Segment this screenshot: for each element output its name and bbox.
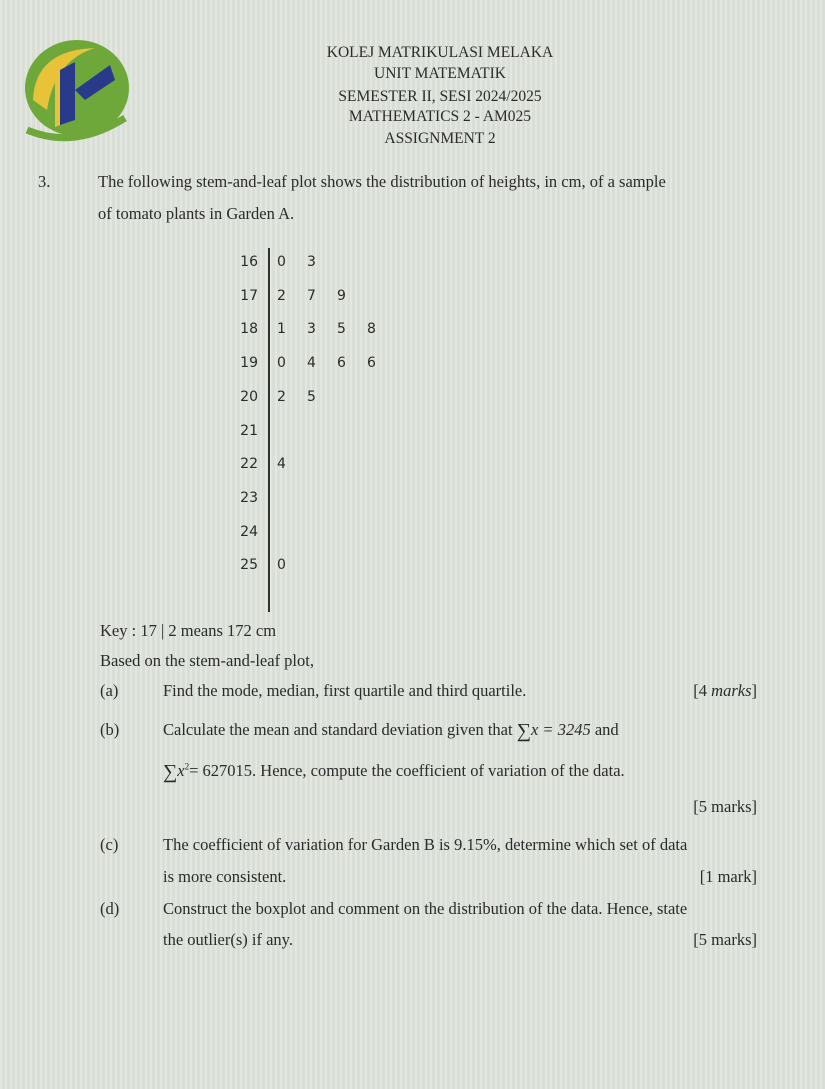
part-b-marks: [5 marks] bbox=[693, 797, 757, 816]
leaf-value: 6 bbox=[337, 355, 346, 372]
sum-x-value: x = 3245 bbox=[530, 720, 591, 739]
part-d-text-2: the outlier(s) if any. bbox=[163, 930, 293, 949]
part-b-text-1: Calculate the mean and standard deviation given that bbox=[163, 720, 513, 739]
part-a-marks: [4 marks] bbox=[693, 681, 757, 700]
stem-value: 24 bbox=[240, 523, 258, 540]
stem-value: 19 bbox=[240, 355, 258, 372]
sigma-symbol: ∑ bbox=[163, 761, 178, 783]
leaf-value: 0 bbox=[277, 254, 286, 270]
leaf-value: 5 bbox=[337, 321, 346, 338]
header-semester: SEMESTER II, SESI 2024/2025 bbox=[338, 88, 542, 105]
part-c-marks: [1 mark] bbox=[699, 867, 757, 886]
header-course: MATHEMATICS 2 - AM025 bbox=[348, 108, 532, 125]
part-d-label: (d) bbox=[100, 899, 120, 918]
part-b-text-2: . Hence, compute the coefficient of variation of the data. bbox=[252, 761, 625, 780]
header-college: KOLEJ MATRIKULASI MELAKA bbox=[326, 44, 554, 61]
leaf-value: 4 bbox=[307, 355, 316, 372]
question-number: 3. bbox=[38, 172, 51, 191]
leaf-value: 7 bbox=[307, 287, 316, 304]
exponent: 2 bbox=[184, 761, 190, 772]
part-b-text bbox=[163, 720, 619, 743]
question-intro: The following stem-and-leaf plot shows the distribution of heights, in cm, of a sample bbox=[98, 172, 666, 191]
leaf-value: 1 bbox=[277, 321, 286, 338]
part-d-text: Construct the boxplot and comment on the distribution of the data. Hence, state bbox=[163, 899, 688, 918]
sigma-symbol: ∑ bbox=[516, 720, 531, 742]
stem-value: 20 bbox=[240, 388, 258, 405]
part-b-text-line2 bbox=[163, 761, 625, 784]
plot-key: Key : 17 | 2 means 172 cm bbox=[100, 621, 277, 640]
leaf-value: 3 bbox=[307, 254, 316, 270]
stem-value: 22 bbox=[240, 456, 258, 473]
leaf-value: 2 bbox=[277, 388, 286, 405]
header-assignment: ASSIGNMENT 2 bbox=[384, 130, 496, 147]
based-on-text: Based on the stem-and-leaf plot, bbox=[100, 651, 314, 670]
leaf-value: 2 bbox=[277, 287, 286, 304]
leaf-value: 9 bbox=[337, 287, 346, 304]
part-a-text: Find the mode, median, first quartile and third quartile. bbox=[163, 681, 527, 700]
sum-x2-value: = 627015 bbox=[189, 761, 253, 780]
header-unit: UNIT MATEMATIK bbox=[374, 65, 506, 82]
stem-value: 18 bbox=[240, 321, 258, 338]
stem-value: 23 bbox=[240, 489, 258, 506]
part-c-text-2: is more consistent. bbox=[163, 867, 287, 886]
part-c-text: The coefficient of variation for Garden B is 9.15%, determine which set of data bbox=[163, 835, 688, 854]
and-text: and bbox=[594, 720, 619, 739]
leaf-value: 0 bbox=[277, 557, 286, 574]
stem-value: 25 bbox=[240, 557, 258, 574]
stem-value: 16 bbox=[240, 254, 258, 270]
leaf-value: 3 bbox=[307, 321, 316, 338]
part-c-label: (c) bbox=[100, 835, 119, 854]
sum-x2-var: x bbox=[177, 761, 185, 780]
part-a-label: (a) bbox=[100, 681, 119, 700]
stem-divider bbox=[268, 248, 270, 612]
college-logo bbox=[15, 30, 135, 145]
leaf-value: 6 bbox=[367, 355, 376, 372]
stem-value: 21 bbox=[240, 422, 258, 439]
question-intro-2: of tomato plants in Garden A. bbox=[98, 204, 295, 223]
leaf-value: 0 bbox=[277, 355, 286, 372]
leaf-value: 8 bbox=[367, 321, 376, 338]
leaf-value: 5 bbox=[307, 388, 316, 405]
stem-value: 17 bbox=[240, 287, 258, 304]
part-d-marks: [5 marks] bbox=[693, 930, 757, 949]
part-b-label: (b) bbox=[100, 720, 120, 739]
leaf-value: 4 bbox=[277, 456, 286, 473]
